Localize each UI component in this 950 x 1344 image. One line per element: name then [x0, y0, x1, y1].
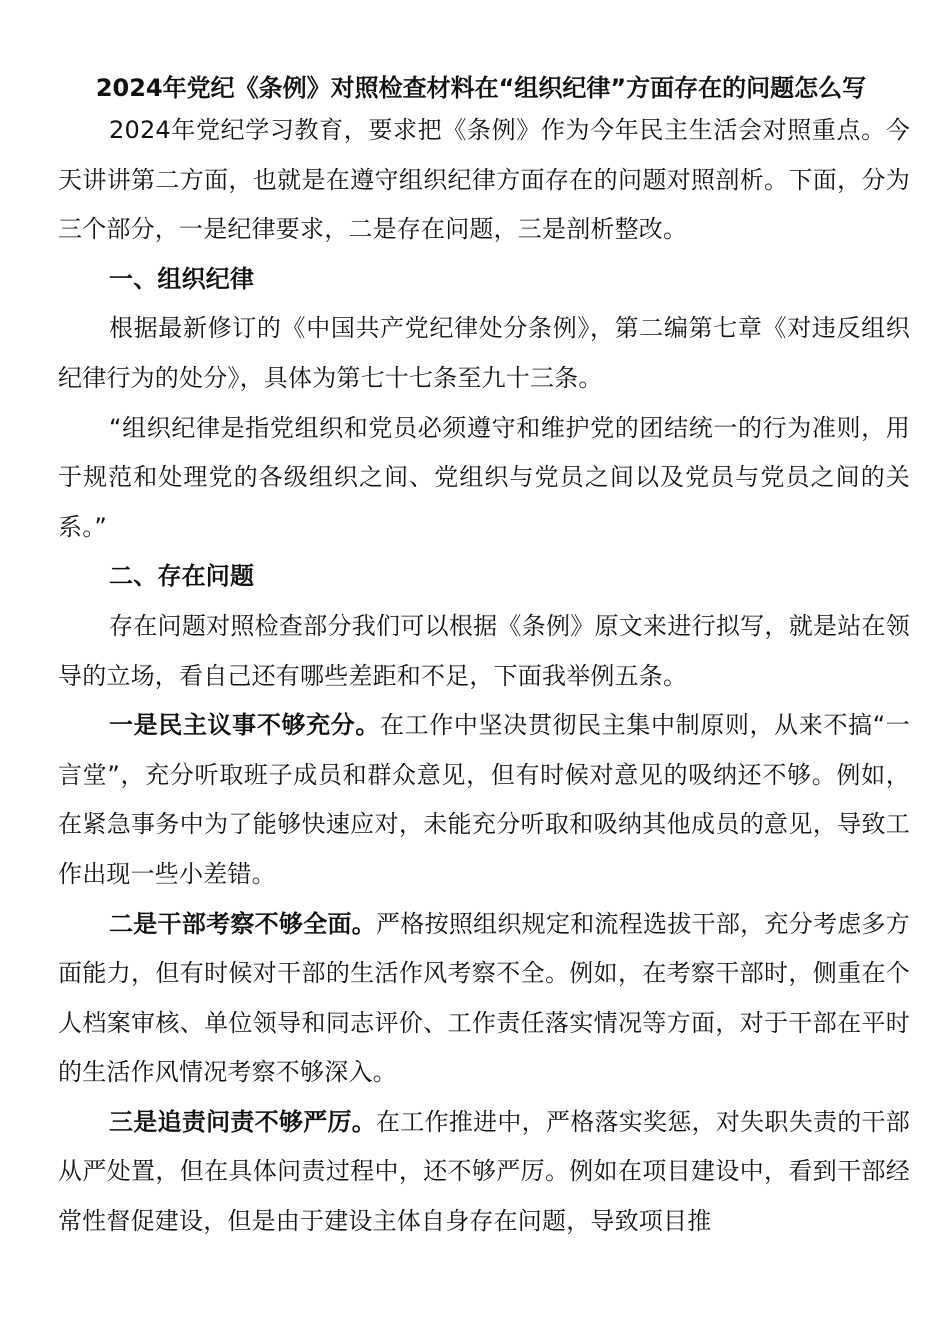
section-heading-existing-problems: 二、存在问题 [109, 562, 255, 591]
section-heading-organizational-discipline: 一、组织纪律 [109, 264, 255, 293]
problem-item-1 [58, 701, 910, 899]
problem-item-2-text: 严格按照组织规定和流程选拔干部，充分考虑多方面能力，但有时候对干部的生活作风考察不全。例如，在考察干部时，侧重在个人档案审核、单位领导和同志评价、工作责任落实情况等方面，对于干部在平时的生活作风情况考察不够深入。 [58, 909, 910, 1087]
problem-item-2 [58, 900, 910, 1098]
document-title: 2024年党纪《条例》对照检查材料在“组织纪律”方面存在的问题怎么写 [95, 74, 867, 102]
problems-intro-paragraph: 存在问题对照检查部分我们可以根据《条例》原文来进行拟写，就是站在领导的立场，看自己还有哪些差距和不足，下面我举例五条。 [58, 611, 910, 690]
problem-item-1-text: 在工作中坚决贯彻民主集中制原则，从来不搞“一言堂”，充分听取班子成员和群众意见，但有时候对意见的吸纳还不够。例如，在紧急事务中为了能够快速应对，未能充分听取和吸纳其他成员的意见，导致工作出现一些小差错。 [58, 711, 910, 888]
discipline-definition-quote: “组织纪律是指党组织和党员必须遵守和维护党的团结统一的行为准则，用于规范和处理党的各级组织之间、党组织与党员之间以及党员与党员之间的关系。” [58, 413, 910, 541]
regulation-reference-paragraph: 根据最新修订的《中国共产党纪律处分条例》，第二编第七章《对违反组织纪律行为的处分》，具体为第七十七条至九十三条。 [58, 314, 910, 392]
problem-item-3-lead: 三是追责问责不够严厉。 [109, 1107, 377, 1136]
problem-item-3-text: 在工作推进中，严格落实奖惩，对失职失责的干部从严处置，但在具体问责过程中，还不够严厉。例如在项目建设中，看到干部经常性督促建设，但是由于建设主体自身存在问题，导致项目推 [58, 1107, 910, 1236]
document-page [58, 70, 910, 1247]
problem-item-1-lead: 一是民主议事不够充分。 [109, 711, 380, 740]
intro-paragraph: 2024年党纪学习教育，要求把《条例》作为今年民主生活会对照重点。今天讲讲第二方面，也就是在遵守组织纪律方面存在的问题对照剖析。下面，分为三个部分，一是纪律要求，二是存在问题，三是剖析整改。 [58, 116, 910, 244]
problem-item-2-lead: 二是干部考察不够全面。 [109, 909, 377, 938]
problem-item-3 [58, 1098, 910, 1247]
